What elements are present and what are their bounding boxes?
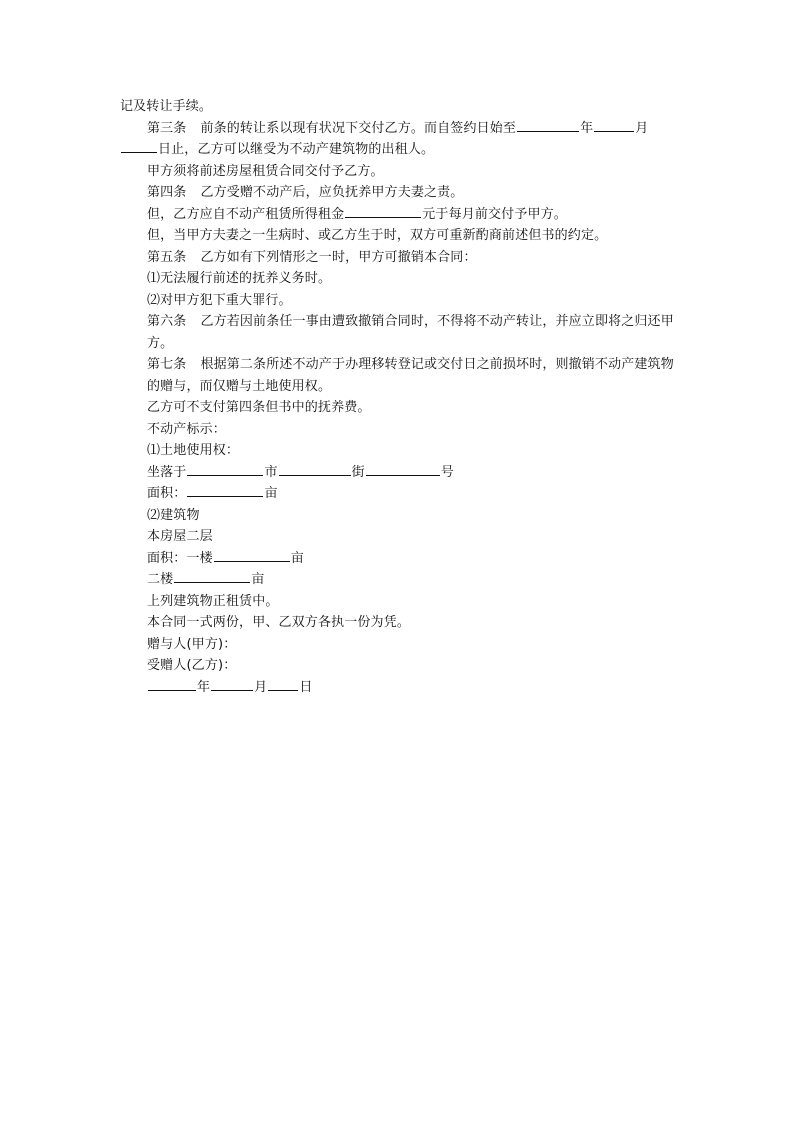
- rent-line: 但，乙方应自不动产租赁所得租金 元于每月前交付予甲方。: [120, 204, 680, 226]
- article-6-heading: 第六条: [147, 314, 187, 329]
- land-area-line: 面积： 亩: [120, 483, 680, 505]
- line-transfer-procedures: 记及转让手续。: [120, 99, 213, 114]
- second-floor-area-line: 二楼 亩: [120, 569, 680, 591]
- contract-body: [120, 96, 680, 698]
- blank-sign-year[interactable]: [148, 677, 196, 691]
- article-7-paragraph: 第七条 根据第二条所述不动产于办理移转登记或交付日之前损坏时，则撤销不动产建筑物的赠与，而仅赠与土地使用权。: [147, 357, 674, 394]
- article-7-heading: 第七条: [147, 357, 187, 372]
- article-5-line: 第五条 乙方如有下列情形之一时，甲方可撤销本合同：: [147, 249, 477, 265]
- article-4-line: 第四条 乙方受赠不动产后，应负抚养甲方夫妻之责。: [147, 185, 464, 200]
- donee-signature-line: 受赠人(乙方)：: [147, 658, 237, 673]
- blank-year[interactable]: [517, 118, 579, 132]
- blank-number[interactable]: [366, 462, 440, 476]
- lease-contract-line: 甲方须将前述房屋租赁合同交付予乙方。: [147, 163, 384, 179]
- location-line: 坐落于 市 街 号: [120, 462, 680, 484]
- support-fee-line: 乙方可不支付第四条但书中的抚养费。: [147, 400, 371, 415]
- blank-city[interactable]: [187, 462, 263, 476]
- article-3-line-2: 日止，乙方可以继受为不动产建筑物的出租人。: [120, 139, 680, 161]
- article-3-heading: 第三条: [147, 120, 187, 136]
- copies-line: 本合同一式两份，甲、乙双方各执一份为凭。: [147, 615, 411, 630]
- blank-rent-amount[interactable]: [345, 204, 421, 218]
- article-4-heading: 第四条: [147, 185, 187, 200]
- blank-street[interactable]: [279, 462, 351, 476]
- leased-status-line: 上列建筑物正租赁中。: [147, 593, 279, 609]
- blank-month[interactable]: [594, 118, 634, 132]
- land-use-right-label: ⑴土地使用权：: [147, 443, 240, 458]
- building-floors-line: 本房屋二层: [147, 529, 213, 544]
- building-label: ⑵建筑物: [147, 507, 200, 523]
- article-6-paragraph: 第六条 乙方若因前条任一事由遭致撤销合同时，不得将不动产转让，并应立即将之归还甲方。: [147, 314, 674, 351]
- blank-sign-month[interactable]: [211, 677, 253, 691]
- blank-second-floor-area[interactable]: [174, 569, 250, 583]
- donor-signature-line: 赠与人(甲方)：: [147, 636, 237, 652]
- date-line: 年 月 日: [120, 677, 680, 699]
- article-3-line-1: 第三条 前条的转让系以现有状况下交付乙方。而自签约日始至 年 月: [120, 118, 680, 140]
- first-floor-area-line: 面积：一楼 亩: [120, 548, 680, 570]
- blank-land-area[interactable]: [187, 483, 263, 497]
- article-5-item-1: ⑴无法履行前述的抚养义务时。: [147, 271, 332, 286]
- article-5-heading: 第五条: [147, 249, 187, 265]
- blank-first-floor-area[interactable]: [214, 548, 290, 562]
- blank-day[interactable]: [121, 139, 157, 153]
- proviso-line: 但，当甲方夫妻之一生病时、或乙方生于时，双方可重新酌商前述但书的约定。: [147, 228, 608, 243]
- property-label: 不动产标示：: [147, 421, 226, 437]
- article-5-item-2: ⑵对甲方犯下重大罪行。: [147, 292, 292, 308]
- blank-sign-day[interactable]: [268, 677, 298, 691]
